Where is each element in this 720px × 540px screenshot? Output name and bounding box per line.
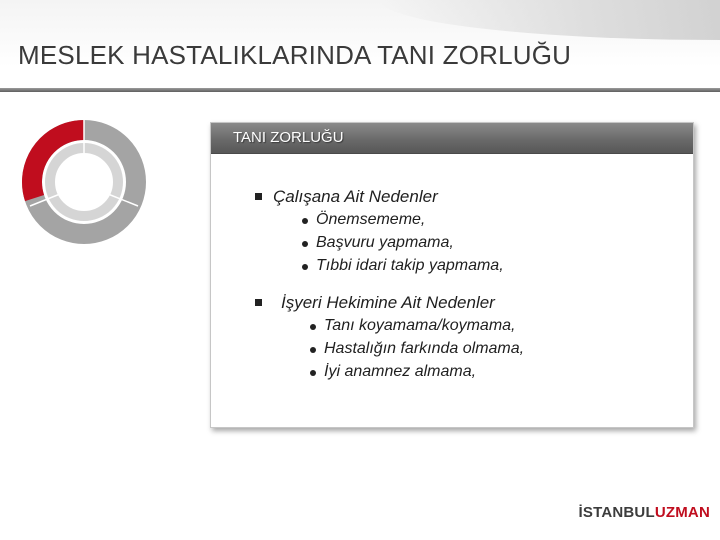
dot-bullet-icon	[310, 347, 316, 353]
ring-center	[56, 154, 112, 210]
panel-header-title: TANI ZORLUĞU	[233, 129, 344, 146]
dot-bullet-icon	[310, 324, 316, 330]
dot-bullet-icon	[310, 370, 316, 376]
title-underline	[0, 88, 720, 92]
content-panel: TANI ZORLUĞU Çalışana Ait Nedenler Önemsememe, Başvuru yapmama, Tıbbi idari takip yapmama, İşyeri Hekimine Ait Nedenler Tanı koyamama/koymama, Hastalığın farkında olmama, İyi anamnez almama,	[210, 122, 694, 428]
brand-logo: İSTANBULUZMAN	[578, 504, 710, 521]
dot-bullet-icon	[302, 218, 308, 224]
square-bullet-icon	[255, 193, 262, 200]
panel-header-bar	[211, 123, 693, 154]
dot-bullet-icon	[302, 264, 308, 270]
dot-bullet-icon	[302, 241, 308, 247]
square-bullet-icon	[255, 299, 262, 306]
progress-ring-graphic	[20, 118, 148, 246]
slide-title: MESLEK HASTALIKLARINDA TANI ZORLUĞU	[18, 40, 572, 70]
